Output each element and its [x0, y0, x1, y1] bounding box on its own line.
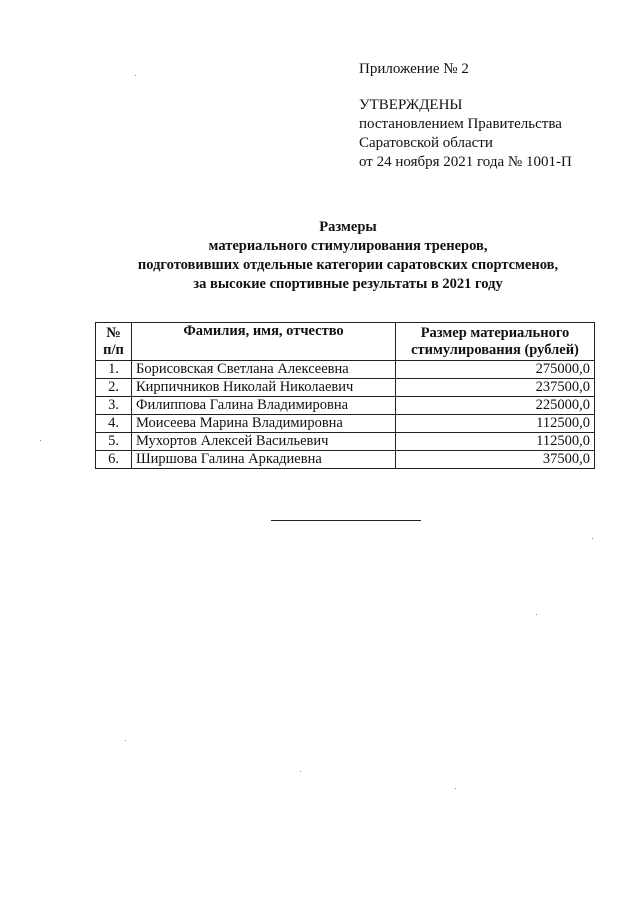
approval-line-1: постановлением Правительства	[359, 116, 562, 132]
document-title	[100, 218, 596, 294]
header-number	[96, 323, 132, 361]
row-amount: 112500,0	[396, 433, 595, 451]
row-name: Мухортов Алексей Васильевич	[132, 433, 396, 451]
title-line-3: подготовивших отдельные категории саратовских спортсменов,	[137, 257, 559, 273]
table-row	[96, 379, 595, 397]
header-amount	[396, 323, 595, 361]
separator-line	[271, 520, 421, 521]
table-row	[96, 415, 595, 433]
title-line-1: Размеры	[319, 219, 377, 235]
row-number: 4.	[96, 415, 132, 433]
scan-speck	[455, 788, 456, 789]
table-row	[96, 433, 595, 451]
table-row	[96, 397, 595, 415]
row-number: 5.	[96, 433, 132, 451]
approved-heading: УТВЕРЖДЕНЫ	[359, 97, 463, 113]
row-number: 2.	[96, 379, 132, 397]
title-line-4: за высокие спортивные результаты в 2021 году	[193, 276, 503, 292]
row-name: Кирпичников Николай Николаевич	[132, 379, 396, 397]
header-number-line-1: №	[106, 324, 121, 341]
scan-speck	[592, 538, 593, 539]
approval-line-3: от 24 ноября 2021 года № 1001-П	[359, 154, 572, 170]
row-name: Филиппова Галина Владимировна	[132, 397, 396, 415]
table-row	[96, 361, 595, 379]
header-amount-line-1: Размер материального	[420, 324, 570, 341]
approval-line-2: Саратовской области	[359, 135, 493, 151]
awards-table	[95, 322, 595, 469]
row-name: Борисовская Светлана Алексеевна	[132, 361, 396, 379]
table-header-row	[96, 323, 595, 361]
header-number-line-2: п/п	[103, 341, 124, 358]
scan-speck	[536, 614, 537, 615]
scan-speck	[40, 440, 41, 441]
scan-speck	[125, 740, 126, 741]
table-row	[96, 451, 595, 469]
row-amount: 37500,0	[396, 451, 595, 469]
header-name: Фамилия, имя, отчество	[132, 323, 396, 361]
row-name: Моисеева Марина Владимировна	[132, 415, 396, 433]
scan-speck	[135, 75, 136, 76]
appendix-label: Приложение № 2	[359, 61, 469, 77]
header-amount-line-2: стимулирования (рублей)	[411, 341, 579, 358]
approval-block	[359, 60, 572, 172]
row-amount: 237500,0	[396, 379, 595, 397]
row-amount: 275000,0	[396, 361, 595, 379]
row-number: 3.	[96, 397, 132, 415]
scan-speck	[300, 771, 301, 772]
row-amount: 112500,0	[396, 415, 595, 433]
row-name: Ширшова Галина Аркадиевна	[132, 451, 396, 469]
row-amount: 225000,0	[396, 397, 595, 415]
row-number: 1.	[96, 361, 132, 379]
title-line-2: материального стимулирования тренеров,	[208, 238, 488, 254]
row-number: 6.	[96, 451, 132, 469]
